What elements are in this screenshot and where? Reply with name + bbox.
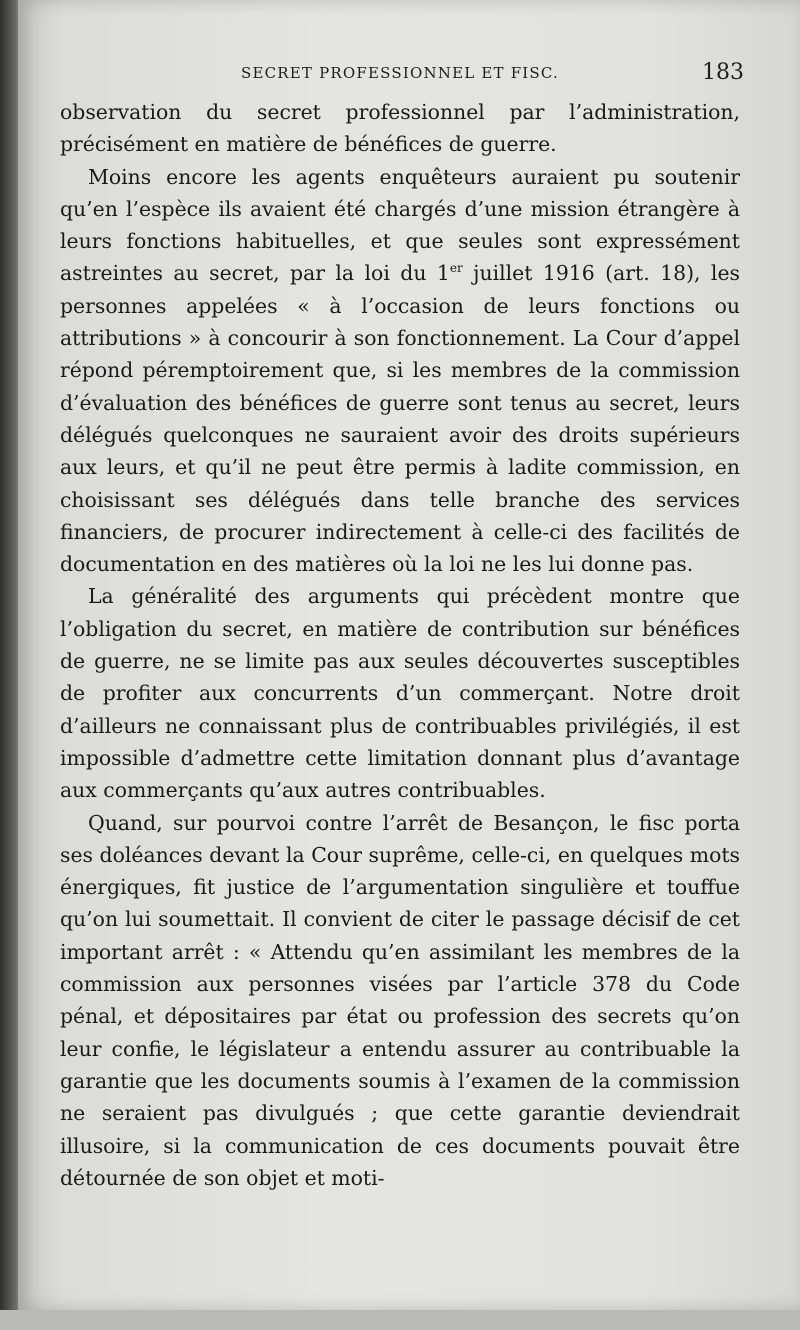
paragraph-3: La généralité des arguments qui précèdent montre que l’obligation du secret, en matière de contribution sur bénéfices de guerre, ne se limite pas aux seules découvertes susceptibles de profiter aux concurrents d’un commerçant. Notre droit d’ailleurs ne connaissant plus de contribuables privilégiés, il est impossible d’admettre cette limitation donnant plus d’avantage aux commerçants qu’aux autres contribuables. bbox=[60, 584, 740, 803]
running-head: SECRET PROFESSIONNEL ET FISC. bbox=[240, 64, 560, 82]
paragraph-2-text-before: Moins encore les agents enquêteurs auraient pu soutenir qu’en l’espèce ils avaient été chargés d’une mission étrangère à leurs fonctions habituelles, et que seules sont expressément astreintes au secret, par la loi du 1 bbox=[60, 164, 740, 286]
body-text bbox=[60, 96, 740, 1194]
page-bottom-edge bbox=[0, 1310, 800, 1330]
paragraph-2 bbox=[60, 161, 740, 581]
page-number: 183 bbox=[702, 60, 744, 85]
paragraph-4: Quand, sur pourvoi contre l’arrêt de Besançon, le fisc porta ses doléances devant la Cour suprême, celle-ci, en quelques mots énergiques, fit justice de l’argumentation singulière et touffue qu’on lui soumettait. Il convient de citer le passage décisif de cet important arrêt : « Attendu qu’en assimilant les membres de la commission aux personnes visées par l’article 378 du Code pénal, et dépositaires par état ou profession des secrets qu’on leur confie, le législateur a entendu assurer au contribuable la garantie que les documents soumis à l’examen de la commission ne seraient pas divulgués ; que cette garantie deviendrait illusoire, si la communication de ces documents pouvait être détournée de son objet et moti- bbox=[60, 810, 740, 1190]
ordinal-superscript: er bbox=[449, 261, 463, 276]
page-header bbox=[60, 60, 744, 90]
paragraph-2-text-after: juillet 1916 (art. 18), les personnes appelées « à l’occasion de leurs fonctions ou attributions » à concourir à son fonctionnement. La Cour d’appel répond péremptoirement que, si les membres de la commission d’évaluation des bénéfices de guerre sont tenus au secret, leurs délégués quelconques ne sauraient avoir des droits supérieurs aux leurs, et qu’il ne peut être permis à ladite commission, en choisissant ses délégués dans telle branche des services financiers, de procurer indirectement à celle-ci des facilités de documentation en des matières où la loi ne les lui donne pas. bbox=[60, 261, 740, 577]
paragraph-1: observation du secret professionnel par l’administration, précisément en matière de bénéfices de guerre. bbox=[60, 100, 740, 157]
